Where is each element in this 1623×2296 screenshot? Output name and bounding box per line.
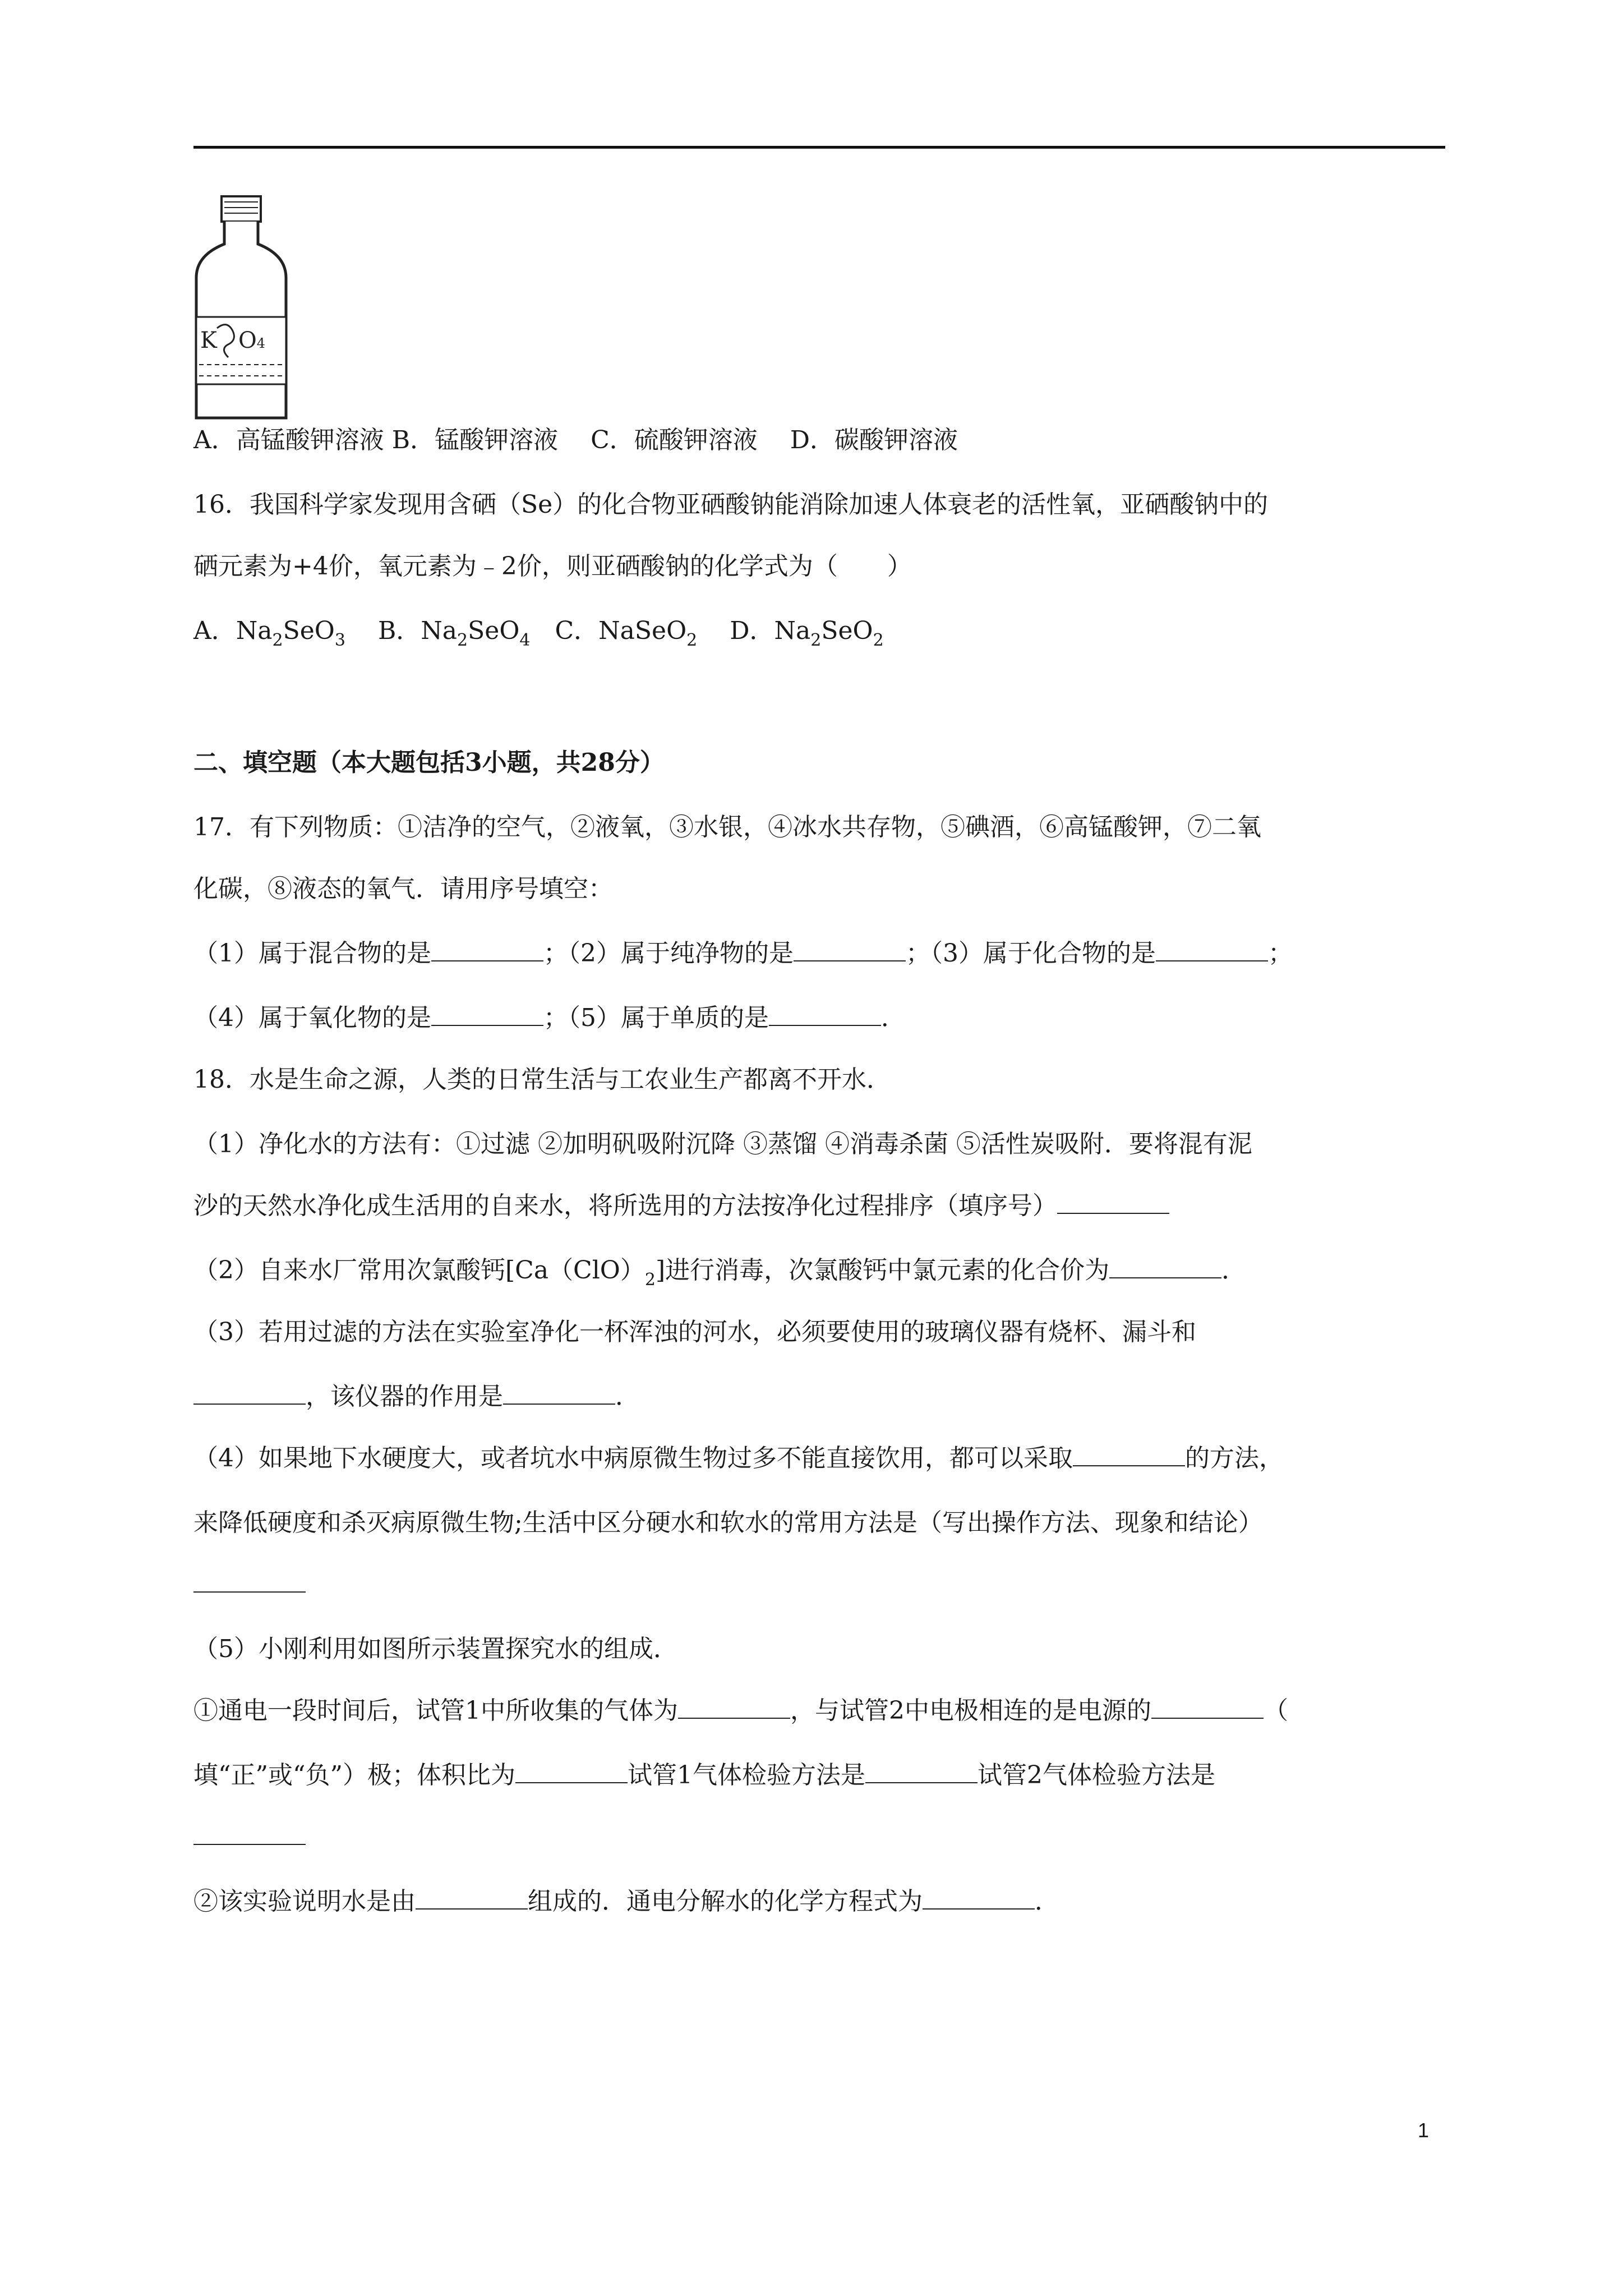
answer-blank[interactable] — [923, 1887, 1035, 1910]
section-2-heading: 二、填空题（本大题包括3小题，共28分） — [193, 748, 665, 777]
q18-part5-1-line3 — [193, 1820, 306, 1854]
answer-blank[interactable] — [794, 939, 906, 961]
q17-parts-1: （1）属于混合物的是 ；（2）属于纯净物的是 ；（3）属于化合物的是 ； — [193, 939, 1293, 968]
answer-blank[interactable] — [416, 1887, 528, 1910]
answer-blank[interactable] — [1109, 1256, 1221, 1278]
q18-part2: （2）自来水厂常用次氯酸钙$[Ca(ClO)_2]$进行消毒，次氯酸钙中氯元素的化合价为 ． — [193, 1256, 1247, 1290]
svg-text:K: K — [200, 328, 217, 353]
answer-blank[interactable] — [1073, 1444, 1185, 1466]
answer-blank[interactable] — [503, 1382, 615, 1405]
q16-option-d: D．$Na_2SeO_2$ — [730, 616, 884, 650]
q18-part5-1-line1: ①通电一段时间后，试管1中所收集的气体为 ，与试管2中电极相连的是电源的 （ — [193, 1696, 1288, 1725]
reagent-bottle-figure — [193, 194, 289, 421]
answer-blank[interactable] — [678, 1696, 790, 1719]
q18-part4-line1: （4）如果地下水硬度大，或者坑水中病原微生物过多不能直接饮用，都可以采取 的方法， — [193, 1444, 1284, 1473]
q15-options: A．高锰酸钾溶液 B．锰酸钾溶液 C．硫酸钾溶液 D．碳酸钾溶液 — [193, 426, 958, 454]
answer-blank[interactable] — [193, 1570, 306, 1593]
q18-part4-line3 — [193, 1568, 306, 1602]
q16-option-a: A．$Na_2SeO_3$ — [193, 616, 345, 650]
q18-part4-line2: 来降低硬度和杀灭病原微生物;生活中区分硬水和软水的常用方法是（写出操作方法、现象和结论） — [193, 1508, 1263, 1537]
page-number: 1 — [1418, 2119, 1430, 2142]
answer-blank[interactable] — [431, 939, 543, 961]
q18-part3-line1: （3）若用过滤的方法在实验室净化一杯浑浊的河水，必须要使用的玻璃仪器有烧杯、漏斗和 — [193, 1318, 1196, 1346]
answer-blank[interactable] — [865, 1761, 978, 1783]
q18-stem: 18．水是生命之源，人类的日常生活与工农业生产都离不开水． — [193, 1065, 891, 1094]
answer-blank[interactable] — [1156, 939, 1268, 961]
q18-part3-line2: ，该仪器的作用是 ． — [193, 1380, 640, 1414]
header-rule — [193, 146, 1445, 149]
answer-blank[interactable] — [193, 1382, 306, 1405]
answer-blank[interactable] — [769, 1004, 881, 1026]
q18-part1-line2: 沙的天然水净化成生活用的自来水，将所选用的方法按净化过程排序（填序号） — [193, 1189, 1169, 1223]
answer-blank[interactable] — [431, 1004, 543, 1026]
q16-option-c: C．NaSeO$_2$ — [555, 616, 698, 650]
q18-part5-2: ②该实验说明水是由 组成的．通电分解水的化学方程式为 ． — [193, 1887, 1059, 1916]
answer-blank[interactable] — [1057, 1191, 1169, 1214]
q17-parts-2: （4）属于氧化物的是 ；（5）属于单质的是 ． — [193, 1004, 906, 1032]
svg-text:O4: O4 — [238, 328, 266, 353]
q16-option-b: B．$Na_2SeO_4$ — [377, 616, 531, 650]
q16-options — [193, 614, 884, 651]
q16-stem-1: 16．我国科学家发现用含硒（Se）的化合物亚硒酸钠能消除加速人体衰老的活性氧，亚硒酸钠中的 — [193, 490, 1269, 519]
q18-part1-line1: （1）净化水的方法有：①过滤 ②加明矾吸附沉降 ③蒸馏 ④消毒杀菌 ⑤活性炭吸附．要将混有泥 — [193, 1130, 1252, 1158]
q17-stem-2: 化碳，⑧液态的氧气．请用序号填空： — [193, 875, 613, 903]
answer-blank[interactable] — [193, 1823, 306, 1845]
q18-part5-1-line2: 填“正”或“负”）极；体积比为 试管1气体检验方法是 试管2气体检验方法是 — [193, 1761, 1215, 1789]
q18-part5: （5）小刚利用如图所示装置探究水的组成． — [193, 1635, 678, 1663]
answer-blank[interactable] — [515, 1761, 628, 1783]
answer-blank[interactable] — [1151, 1696, 1264, 1719]
q17-stem-1: 17．有下列物质：①洁净的空气，②液氧，③水银，④冰水共存物，⑤碘酒，⑥高锰酸钾，⑦二氧 — [193, 813, 1261, 841]
q16-stem-2: 硒元素为+4价，氧元素为﹣2价，则亚硒酸钠的化学式为（ ） — [193, 552, 912, 581]
